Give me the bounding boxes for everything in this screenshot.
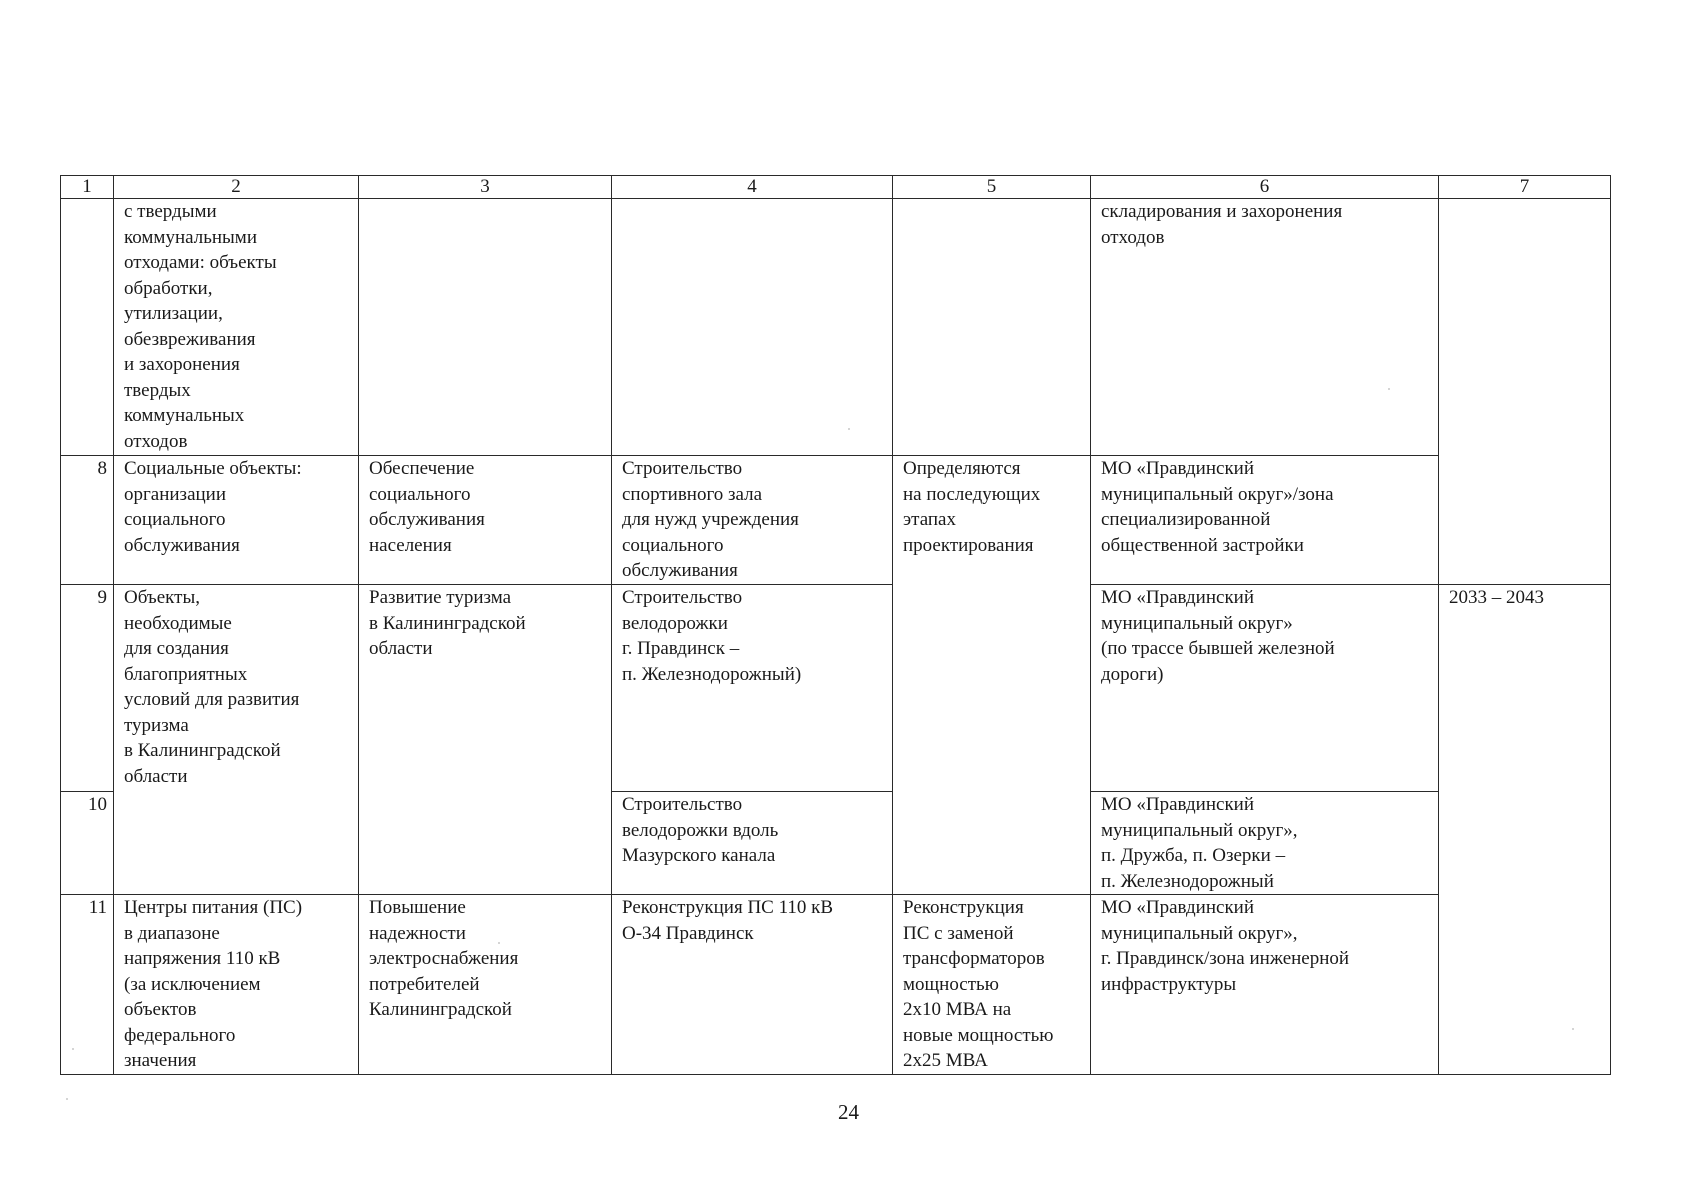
object-name-cell: Центры питания (ПС) в диапазоне напряжения 110 кВ (за исключением объектов федерального значения [114, 895, 359, 1075]
column-number: 3 [359, 176, 612, 199]
row-number-cell: 9 [61, 585, 114, 792]
location-cell: МО «Правдинский муниципальный округ»/зона специализированной общественной застройки [1091, 456, 1439, 585]
location-cell: МО «Правдинский муниципальный округ», г. Правдинск/зона инженерной инфраструктуры [1091, 895, 1439, 1075]
object-name-cell: Объекты, необходимые для создания благоприятных условий для развития туризма в Калининградской области [114, 585, 359, 895]
period-cell [1439, 199, 1611, 585]
row-number-cell: 11 [61, 895, 114, 1075]
column-number: 2 [114, 176, 359, 199]
planning-table [60, 175, 1611, 1075]
column-number: 6 [1091, 176, 1439, 199]
page-number: 24 [838, 1100, 859, 1124]
purpose-cell [359, 199, 612, 456]
scan-speck [1388, 388, 1390, 390]
column-number: 7 [1439, 176, 1611, 199]
row-number-cell [61, 199, 114, 456]
purpose-cell: Обеспечение социального обслуживания населения [359, 456, 612, 585]
row-number-cell: 10 [61, 792, 114, 895]
scan-speck [72, 1048, 74, 1050]
scan-speck [498, 942, 500, 944]
column-number: 4 [612, 176, 893, 199]
row-number-cell: 8 [61, 456, 114, 585]
table-row [61, 895, 1611, 1075]
column-number-row [61, 176, 1611, 199]
scan-speck [1572, 1028, 1574, 1030]
location-cell: складирования и захоронения отходов [1091, 199, 1439, 456]
column-number: 1 [61, 176, 114, 199]
table-row [61, 456, 1611, 585]
purpose-cell: Развитие туризма в Калининградской области [359, 585, 612, 895]
object-cell: Строительство велодорожки вдоль Мазурского канала [612, 792, 893, 895]
table-row-continuation [61, 199, 1611, 456]
table-row [61, 585, 1611, 792]
object-cell: Реконструкция ПС 110 кВ О-34 Правдинск [612, 895, 893, 1075]
location-cell: МО «Правдинский муниципальный округ», п. Дружба, п. Озерки – п. Железнодорожный [1091, 792, 1439, 895]
characteristics-cell: Определяются на последующих этапах проектирования [893, 456, 1091, 895]
object-cell: Строительство велодорожки г. Правдинск – п. Железнодорожный) [612, 585, 893, 792]
object-cell [612, 199, 893, 456]
period-cell: 2033 – 2043 [1439, 585, 1611, 1075]
scan-speck [66, 1098, 68, 1100]
purpose-cell: Повышение надежности электроснабжения потребителей Калининградской [359, 895, 612, 1075]
characteristics-cell: Реконструкция ПС с заменой трансформаторов мощностью 2х10 МВА на новые мощностью 2х25 МВА [893, 895, 1091, 1075]
characteristics-cell [893, 199, 1091, 456]
object-name-cell: Социальные объекты: организации социального обслуживания [114, 456, 359, 585]
object-name-cell: с твердыми коммунальными отходами: объекты обработки, утилизации, обезвреживания и захоронения твердых коммунальных отходов [114, 199, 359, 456]
scan-speck [848, 428, 850, 430]
object-cell: Строительство спортивного зала для нужд учреждения социального обслуживания [612, 456, 893, 585]
column-number: 5 [893, 176, 1091, 199]
location-cell: МО «Правдинский муниципальный округ» (по трассе бывшей железной дороги) [1091, 585, 1439, 792]
